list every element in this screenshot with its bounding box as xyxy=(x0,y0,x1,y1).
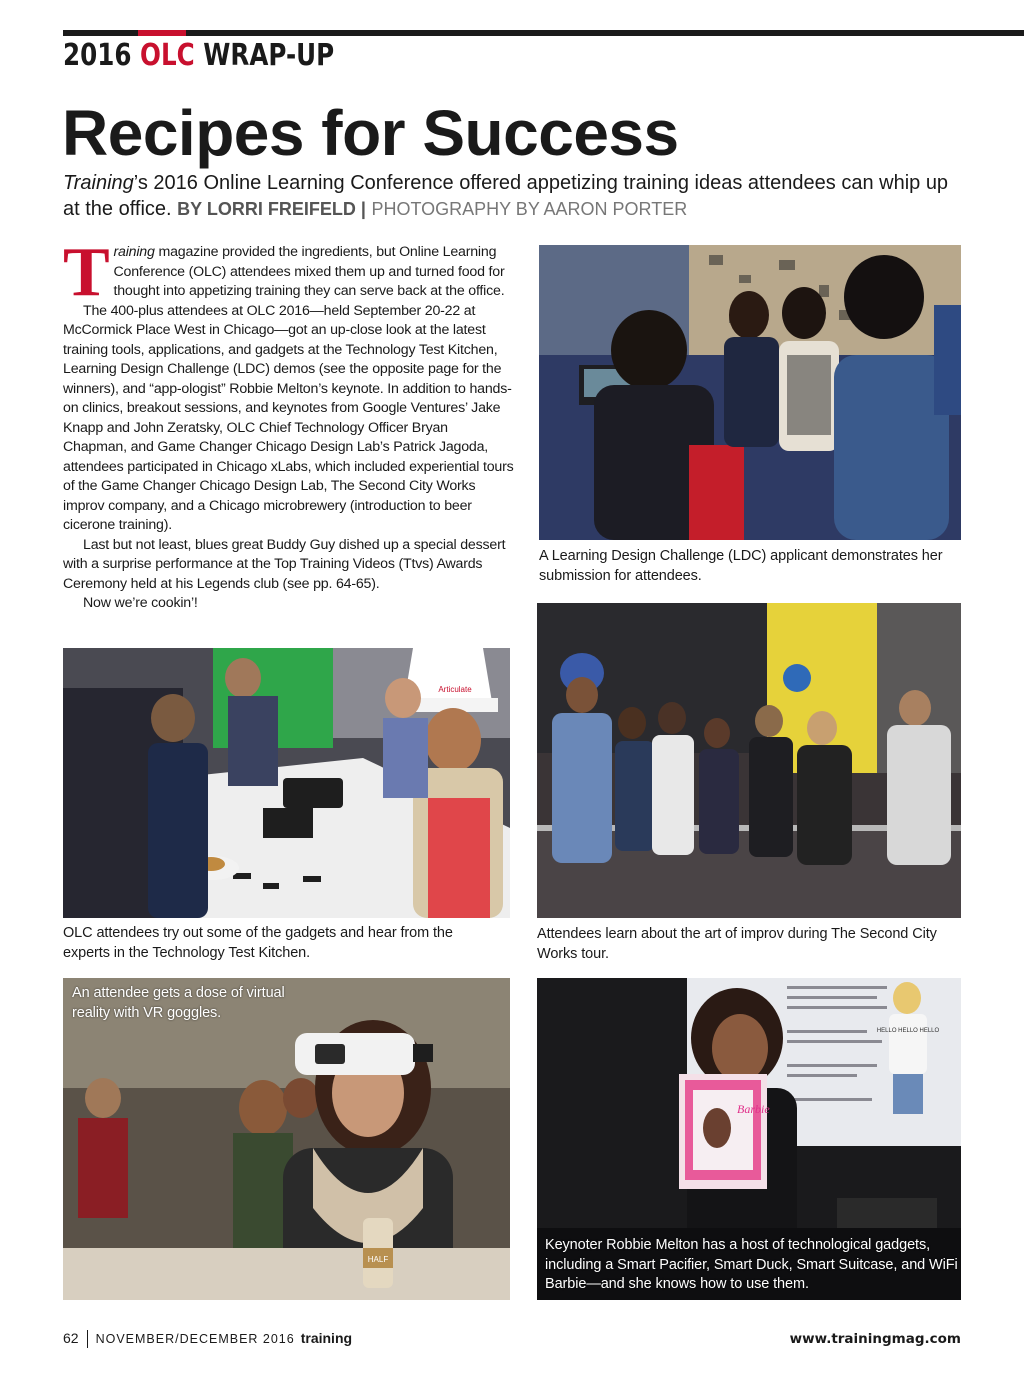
page-number: 62 xyxy=(63,1330,79,1346)
caption-ldc: A Learning Design Challenge (LDC) applicant demonstrates her submission for attendees. xyxy=(539,548,943,584)
bottle-label: HALF xyxy=(367,1255,389,1264)
issue-date: NOVEMBER/DECEMBER 2016 xyxy=(95,1332,295,1346)
caption-vr: An attendee gets a dose of virtual reality with VR goggles. xyxy=(72,985,285,1021)
footer-divider xyxy=(87,1330,88,1348)
photo-improv-tour xyxy=(537,603,961,918)
paragraph-3: Last but not least, blues great Buddy Guy dished up a special dessert with a surprise performance at the Top Training Videos (Ttvs) Awards Ceremony held at his Legends club (see pp. 64-65). xyxy=(63,536,506,592)
deck-text: ’s 2016 Online Learning Conference offered appetizing training ideas attendees can whip up at the office. xyxy=(63,172,949,220)
photo-test-kitchen xyxy=(63,648,510,918)
drop-cap: T xyxy=(63,234,110,311)
paragraph-1-italic: raining xyxy=(113,244,155,260)
top-rule-accent xyxy=(138,30,186,36)
footer-left xyxy=(63,1330,352,1348)
headline: Recipes for Success xyxy=(62,97,679,169)
barbie-box-logo: Barbie xyxy=(737,1102,770,1116)
top-rule xyxy=(63,30,1024,36)
paragraph-1 xyxy=(63,234,515,311)
caption-kitchen: OLC attendees try out some of the gadgets and hear from the experts in the Technology Test Kitchen. xyxy=(63,925,453,961)
footer-url[interactable]: www.trainingmag.com xyxy=(789,1331,961,1347)
deck xyxy=(63,170,963,222)
photo-vr-goggles xyxy=(63,978,510,1300)
photo-improv-tour-art xyxy=(537,603,961,918)
screen-doll-shirt: HELLO HELLO HELLO xyxy=(876,1028,940,1034)
section-rest: WRAP-UP xyxy=(203,38,335,73)
magazine-name: training xyxy=(300,1330,353,1346)
photo-ldc-demo xyxy=(539,245,961,540)
section-label xyxy=(63,38,334,73)
caption-keynote: Keynoter Robbie Melton has a host of technological gadgets, including a Smart Pacifier, Smart Duck, Smart Suitcase, and WiFi Barbie—and she knows how to use them. xyxy=(545,1237,958,1292)
caption-improv: Attendees learn about the art of improv during The Second City Works tour. xyxy=(537,926,937,962)
photo-vr-goggles-art xyxy=(63,978,510,1300)
photo-credit: PHOTOGRAPHY BY AARON PORTER xyxy=(371,199,688,219)
section-year: 2016 xyxy=(63,38,132,73)
chef-hat-logo: Articulate xyxy=(438,685,472,694)
paragraph-1-text: magazine provided the ingredients, but Online Learning Conference (OLC) attendees mixed them up and turned food for thought into appetizing training they can serve back at the office. xyxy=(113,244,505,299)
photo-test-kitchen-art xyxy=(63,648,510,918)
deck-italic: Training xyxy=(63,172,134,194)
byline: BY LORRI FREIFELD | xyxy=(177,199,366,219)
photo-ldc-demo-art xyxy=(539,245,961,540)
paragraph-4: Now we’re cookin’! xyxy=(83,595,198,611)
article-body xyxy=(63,234,515,614)
paragraph-2: The 400-plus attendees at OLC 2016—held September 20-22 at McCormick Place West in Chicago—got an up-close look at the latest training tools, applications, and gadgets at the Technology Test Kitchen, Learning Design Challenge (LDC) demos (see the opposite page for the winners), and “app-ologist” Robbie Melton’s keynote. In addition to hands-on clinics, breakout sessions, and keynotes from Google Ventures’ Jake Knapp and John Zeratsky, OLC Chief Technology Officer Bryan Chapman, and Game Changer Chicago Design Lab’s Patrick Jagoda, attendees participated in Chicago xLabs, which included experiential tours of the Game Changer Chicago Design Lab, The Second City Works improv company, and a Chicago microbrewery (introduction to beer cicerone training). xyxy=(63,302,514,533)
section-acronym: OLC xyxy=(140,38,195,73)
